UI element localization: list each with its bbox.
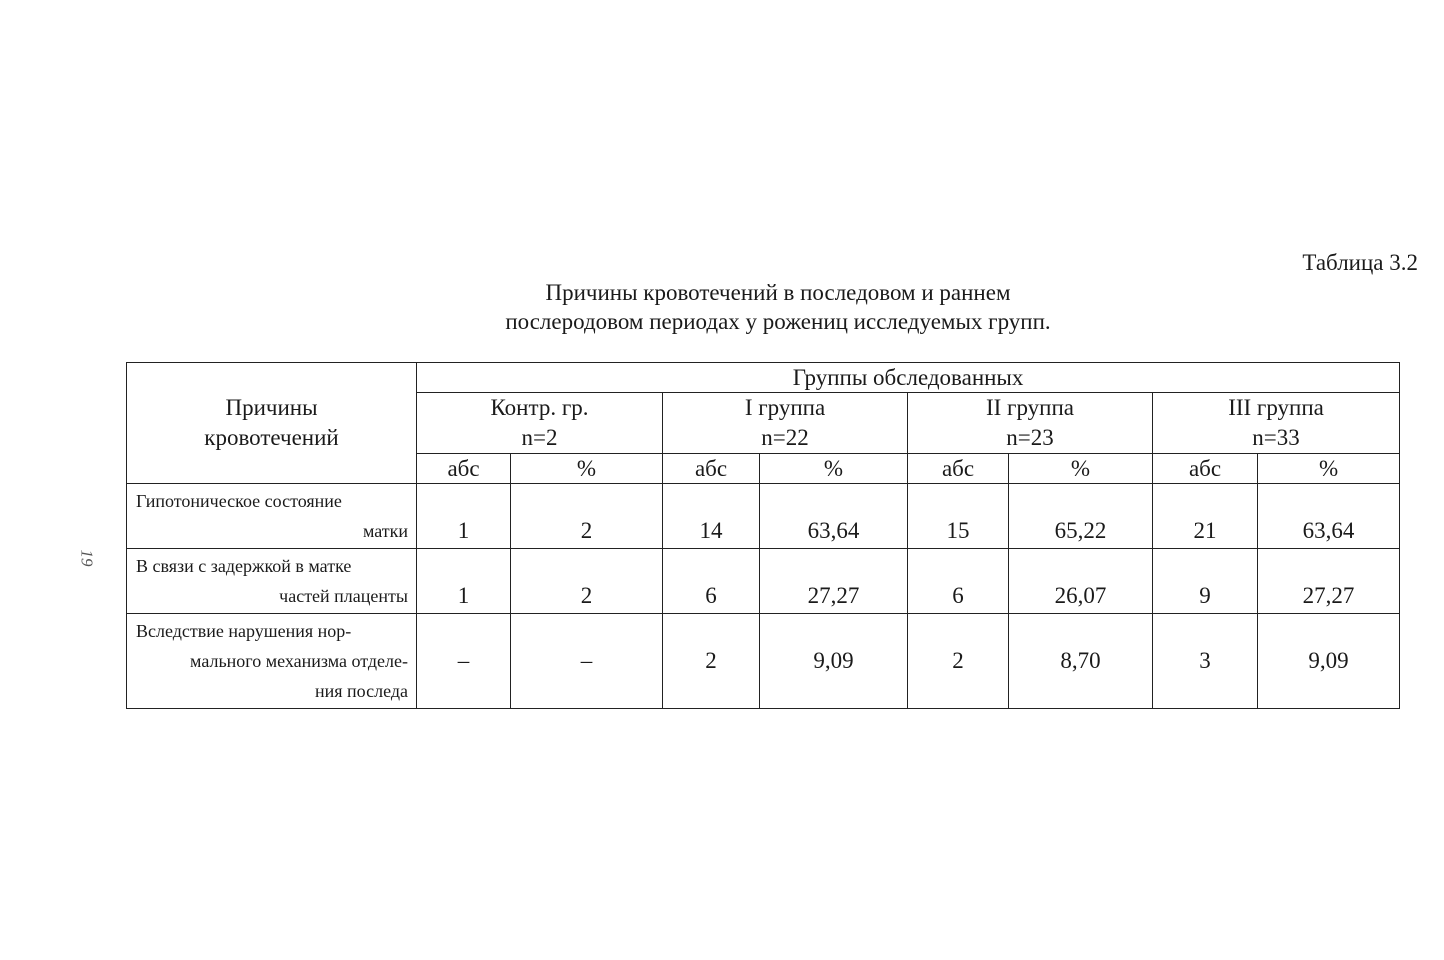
group-size: n=33	[1252, 425, 1300, 450]
bleeding-causes-table	[126, 362, 1400, 709]
cell-value: 6	[663, 549, 760, 614]
caption-line-1: Причины кровотечений в последовом и раннем	[545, 280, 1011, 305]
cell-value: 2	[663, 614, 760, 709]
cell-value: 26,07	[1009, 549, 1153, 614]
table-row	[127, 484, 1400, 549]
cell-value: 2	[908, 614, 1009, 709]
groups-header: Группы обследованных	[417, 363, 1400, 393]
row-header-cell	[127, 363, 417, 484]
table-caption	[0, 278, 1444, 336]
group-name: Контр. гр.	[490, 395, 589, 420]
unit-pct: %	[511, 454, 663, 484]
cell-value: 6	[908, 549, 1009, 614]
cell-value: –	[417, 614, 511, 709]
unit-abs: абс	[663, 454, 760, 484]
group-header-2	[908, 393, 1153, 454]
row-label-line: В связи с задержкой в матке	[136, 556, 352, 576]
row-label-line: Гипотоническое состояние	[136, 491, 342, 511]
unit-pct: %	[1258, 454, 1400, 484]
cell-value: 9,09	[1258, 614, 1400, 709]
cell-value: 3	[1153, 614, 1258, 709]
group-size: n=2	[521, 425, 558, 450]
caption-line-2: послеродовом периодах у рожениц исследуемых групп.	[505, 309, 1051, 334]
group-size: n=23	[1006, 425, 1054, 450]
cell-value: 1	[417, 549, 511, 614]
group-name: II группа	[985, 395, 1075, 420]
table-row	[127, 614, 1400, 709]
unit-pct: %	[1009, 454, 1153, 484]
cell-value: 9	[1153, 549, 1258, 614]
cell-value: 65,22	[1009, 484, 1153, 549]
row-label-line: матки	[362, 521, 408, 541]
row-label-line: Вследствие нарушения нор-	[136, 621, 352, 641]
row-label	[127, 549, 417, 614]
cell-value: 1	[417, 484, 511, 549]
unit-abs: абс	[1153, 454, 1258, 484]
table-row	[127, 549, 1400, 614]
cell-value: 14	[663, 484, 760, 549]
cell-value: 2	[511, 484, 663, 549]
cell-value: 8,70	[1009, 614, 1153, 709]
table-number-label: Таблица 3.2	[1302, 250, 1418, 275]
page-number: 19	[77, 549, 97, 567]
cell-value: 63,64	[760, 484, 908, 549]
cell-value: –	[511, 614, 663, 709]
group-size: n=22	[761, 425, 809, 450]
cell-value: 63,64	[1258, 484, 1400, 549]
row-label	[127, 614, 417, 709]
group-header-control	[417, 393, 663, 454]
row-label-line: ния последа	[315, 681, 408, 701]
row-label-line: частей плаценты	[279, 586, 408, 606]
group-name: III группа	[1228, 395, 1324, 420]
cell-value: 27,27	[760, 549, 908, 614]
group-name: I группа	[744, 395, 826, 420]
unit-abs: абс	[908, 454, 1009, 484]
cell-value: 9,09	[760, 614, 908, 709]
cell-value: 21	[1153, 484, 1258, 549]
row-header-line-2: кровотечений	[204, 425, 339, 450]
cell-value: 15	[908, 484, 1009, 549]
row-label	[127, 484, 417, 549]
row-header-line-1: Причины	[225, 395, 318, 420]
cell-value: 27,27	[1258, 549, 1400, 614]
group-header-3	[1153, 393, 1400, 454]
row-label-line: мального механизма отделе-	[190, 651, 408, 671]
unit-abs: абс	[417, 454, 511, 484]
unit-pct: %	[760, 454, 908, 484]
cell-value: 2	[511, 549, 663, 614]
group-header-1	[663, 393, 908, 454]
